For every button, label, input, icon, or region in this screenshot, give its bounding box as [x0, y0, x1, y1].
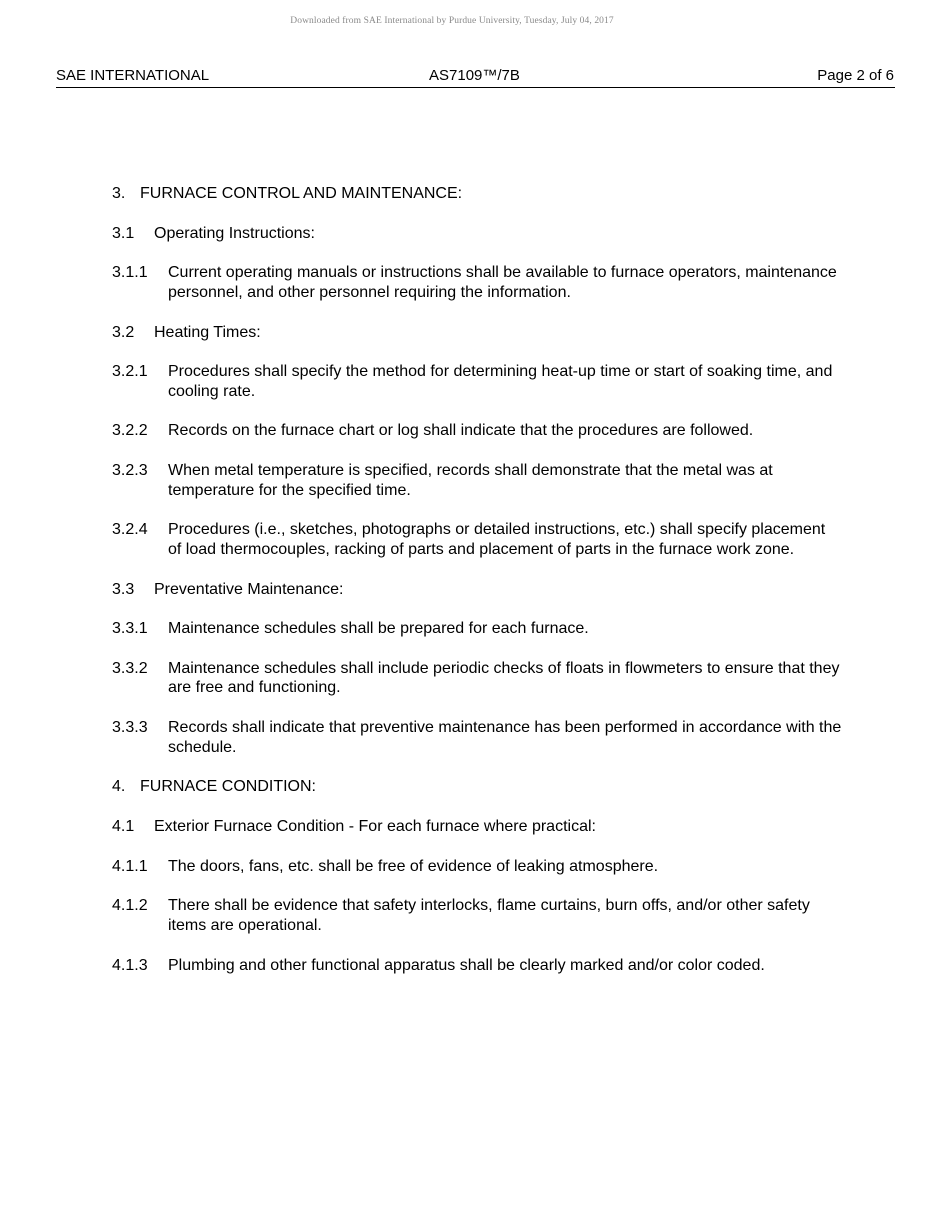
- section-number: 3.2.2: [112, 422, 148, 440]
- section-4-1-2: [112, 896, 842, 935]
- section-number: 3.2.4: [112, 521, 148, 539]
- section-text: When metal temperature is specified, records shall demonstrate that the metal was at temperature for the specified time.: [168, 462, 773, 499]
- section-heading: Heating Times:: [154, 323, 261, 341]
- section-heading: FURNACE CONTROL AND MAINTENANCE:: [140, 185, 463, 202]
- section-4-1-1: [112, 857, 842, 877]
- section-3-3-3: [112, 718, 842, 757]
- section-text: Current operating manuals or instructions shall be available to furnace operators, maintenance personnel, and other personnel requiring the information.: [168, 264, 837, 301]
- section-number: 4.1.2: [112, 897, 148, 915]
- section-number: 3.2.3: [112, 462, 148, 480]
- section-heading: Exterior Furnace Condition - For each furnace where practical:: [154, 817, 596, 835]
- section-text: Maintenance schedules shall be prepared for each furnace.: [168, 620, 589, 638]
- section-text: Procedures shall specify the method for determining heat-up time or start of soaking time, and cooling rate.: [168, 363, 833, 400]
- section-number: 4.1.1: [112, 857, 148, 875]
- document-body: [112, 184, 842, 995]
- section-text: Maintenance schedules shall include periodic checks of floats in flowmeters to ensure that they are free and functioning.: [168, 659, 840, 697]
- section-3-1-1: [112, 263, 842, 302]
- download-notice: Downloaded from SAE International by Purdue University, Tuesday, July 04, 2017: [290, 16, 614, 26]
- section-number: 3.3.3: [112, 719, 148, 737]
- section-number: 3.2: [112, 323, 135, 341]
- section-text: Records on the furnace chart or log shall indicate that the procedures are followed.: [168, 422, 754, 440]
- section-text: Procedures (i.e., sketches, photographs or detailed instructions, etc.) shall specify placement of load thermocouples, racking of parts and placement of parts in the furnace work zone.: [168, 521, 826, 558]
- section-text: There shall be evidence that safety interlocks, flame curtains, burn offs, and/or other safety items are operational.: [168, 897, 810, 934]
- section-3: [112, 184, 842, 204]
- header-page-number: Page 2 of 6: [817, 67, 894, 84]
- section-3-3: [112, 580, 842, 600]
- section-3-2: [112, 323, 842, 343]
- section-3-3-1: [112, 619, 842, 639]
- section-4-1: [112, 817, 842, 837]
- section-4: [112, 777, 842, 797]
- section-number: 3.3.2: [112, 659, 148, 677]
- section-3-2-1: [112, 362, 842, 401]
- header-organization: SAE INTERNATIONAL: [56, 67, 210, 84]
- section-number: 4.1: [112, 817, 135, 835]
- section-text: Records shall indicate that preventive maintenance has been performed in accordance with the schedule.: [168, 719, 842, 756]
- section-3-3-2: [112, 659, 842, 698]
- section-text: The doors, fans, etc. shall be free of evidence of leaking atmosphere.: [168, 857, 659, 875]
- section-heading: FURNACE CONDITION:: [140, 778, 316, 796]
- section-number: 3.3.1: [112, 620, 148, 638]
- section-4-1-3: [112, 956, 842, 976]
- section-number: 3.1: [112, 224, 135, 242]
- section-number: 4.: [112, 778, 126, 796]
- section-number: 3.1.1: [112, 264, 148, 282]
- section-3-2-4: [112, 520, 842, 559]
- section-text: Plumbing and other functional apparatus shall be clearly marked and/or color coded.: [168, 956, 765, 974]
- section-number: 4.1.3: [112, 956, 148, 974]
- section-3-2-3: [112, 461, 842, 500]
- section-heading: Preventative Maintenance:: [154, 580, 344, 598]
- section-3-2-2: [112, 421, 842, 441]
- section-3-1: [112, 224, 842, 244]
- page-header: [56, 66, 895, 88]
- section-number: 3.: [112, 185, 126, 202]
- header-document-number: AS7109™/7B: [429, 67, 520, 84]
- section-number: 3.2.1: [112, 363, 148, 381]
- section-number: 3.3: [112, 580, 135, 598]
- section-heading: Operating Instructions:: [154, 224, 315, 242]
